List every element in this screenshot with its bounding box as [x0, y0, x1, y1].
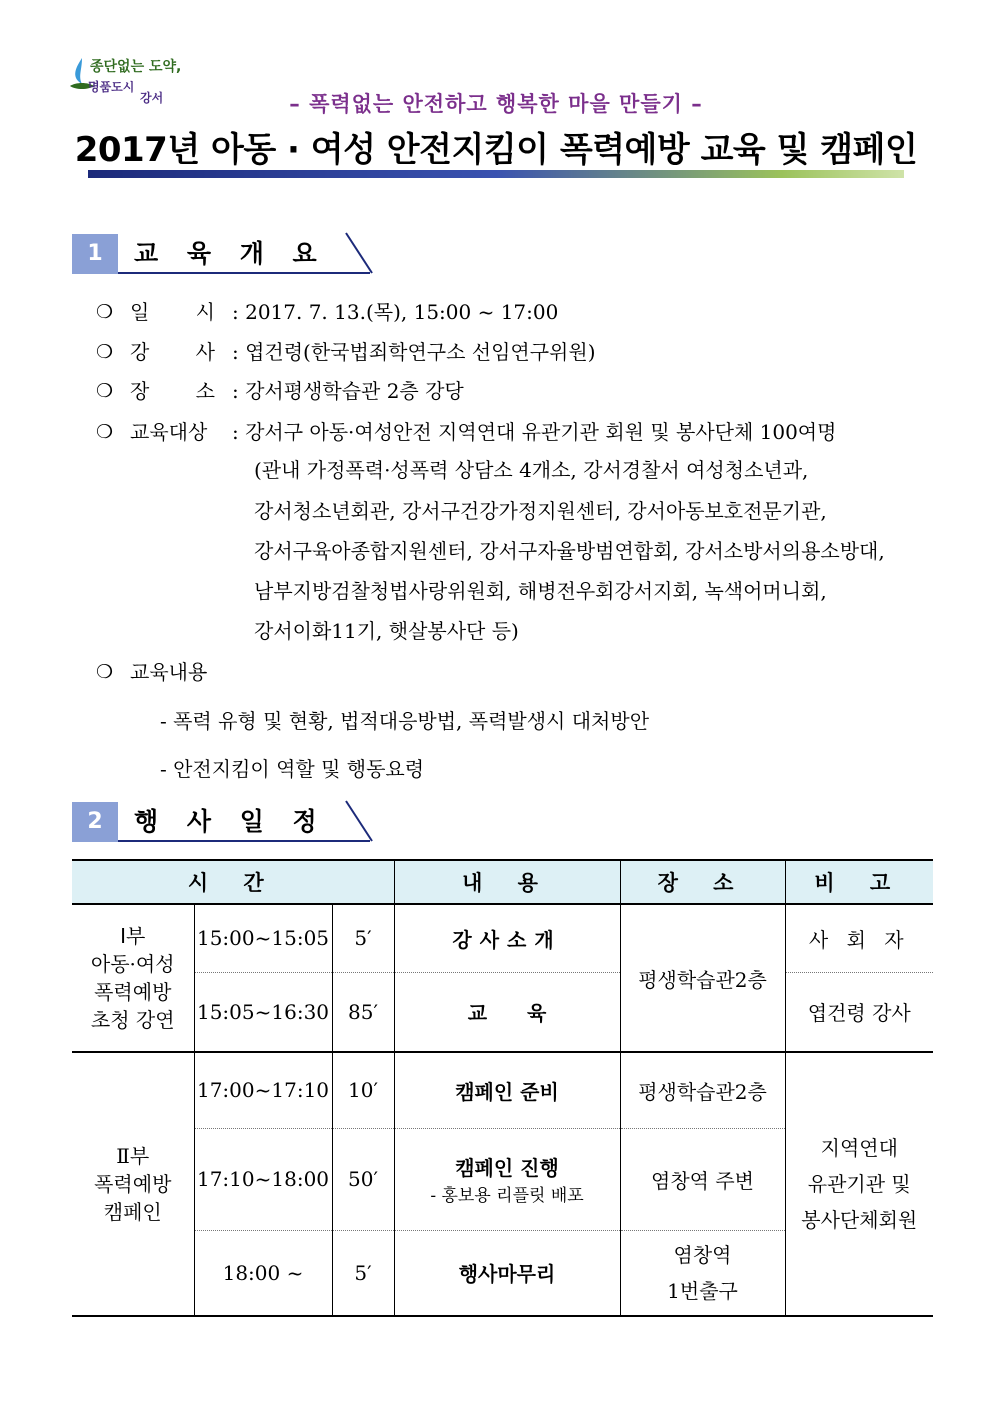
item-value: : 엽건령(한국법죄학연구소 선임연구위원) [232, 340, 596, 364]
content-cell: 강사소개 [394, 904, 620, 972]
note-cell: 지역연대 유관기관 및 봉사단체회원 [785, 1052, 933, 1316]
time-cell: 15:00~15:05 [194, 904, 332, 972]
section-2-slant-icon [344, 799, 374, 843]
place-cell: 평생학습관2층 [620, 904, 785, 1052]
section-1-underline [118, 272, 370, 274]
section-1-title: 교 육 개 요 [134, 239, 327, 268]
item-value: : 2017. 7. 13.(목), 15:00 ~ 17:00 [232, 300, 559, 324]
header-note: 비 고 [785, 860, 933, 904]
schedule-table [72, 859, 933, 1317]
time-cell: 17:10~18:00 [194, 1128, 332, 1230]
logo-district: 강서 [140, 91, 164, 105]
logo-city: 명품도시 [88, 80, 135, 94]
section-2-underline [118, 840, 370, 842]
time-cell: 18:00 ~ [194, 1230, 332, 1316]
section-2-number: 2 [72, 802, 118, 842]
note-cell: 엽건령 강사 [785, 972, 933, 1052]
item-value: : 강서평생학습관 2층 강당 [232, 379, 464, 403]
duration-cell: 5′ [332, 1230, 394, 1316]
item-label: 일 시 [130, 300, 215, 324]
item-label: 교육내용 [130, 660, 208, 684]
item-value: : 강서구 아동·여성안전 지역연대 유관기관 회원 및 봉사단체 100여명 [232, 420, 837, 444]
item-label: 장 소 [130, 379, 215, 403]
logo-slogan: 종단없는 도약, [90, 59, 182, 75]
part-1-cell: Ⅰ부 아동·여성 폭력예방 초청 강연 [72, 904, 194, 1052]
item-label: 강 사 [130, 340, 215, 364]
section-1-slant-icon [344, 231, 374, 275]
title-underline [88, 170, 904, 178]
content-cell: 캠페인 진행 - 홍보용 리플릿 배포 [394, 1128, 620, 1230]
table-row [72, 904, 933, 972]
page-title: 2017년 아동 · 여성 안전지킴이 폭력예방 교육 및 캠페인 [74, 130, 918, 170]
header-place: 장 소 [620, 860, 785, 904]
table-header-row [72, 860, 933, 904]
table-row [72, 972, 933, 1052]
section-2-title: 행 사 일 정 [134, 807, 327, 836]
place-cell: 염창역 1번출구 [620, 1230, 785, 1316]
time-cell: 17:00~17:10 [194, 1052, 332, 1128]
time-cell: 15:05~16:30 [194, 972, 332, 1052]
section-1-number: 1 [72, 234, 118, 274]
part-2-cell: Ⅱ부 폭력예방 캠페인 [72, 1052, 194, 1316]
note-cell: 사 회 자 [785, 904, 933, 972]
place-cell: 평생학습관2층 [620, 1052, 785, 1128]
content-cell: 행사마무리 [394, 1230, 620, 1316]
duration-cell: 50′ [332, 1128, 394, 1230]
content-cell: 캠페인 준비 [394, 1052, 620, 1128]
header-content: 내 용 [394, 860, 620, 904]
subtitle: – 폭력없는 안전하고 행복한 마을 만들기 – [289, 92, 703, 116]
content-cell: 교 육 [394, 972, 620, 1052]
duration-cell: 5′ [332, 904, 394, 972]
duration-cell: 10′ [332, 1052, 394, 1128]
header-time: 시 간 [72, 860, 394, 904]
place-cell: 염창역 주변 [620, 1128, 785, 1230]
table-row [72, 1052, 933, 1128]
duration-cell: 85′ [332, 972, 394, 1052]
item-label: 교육대상 [130, 420, 208, 444]
